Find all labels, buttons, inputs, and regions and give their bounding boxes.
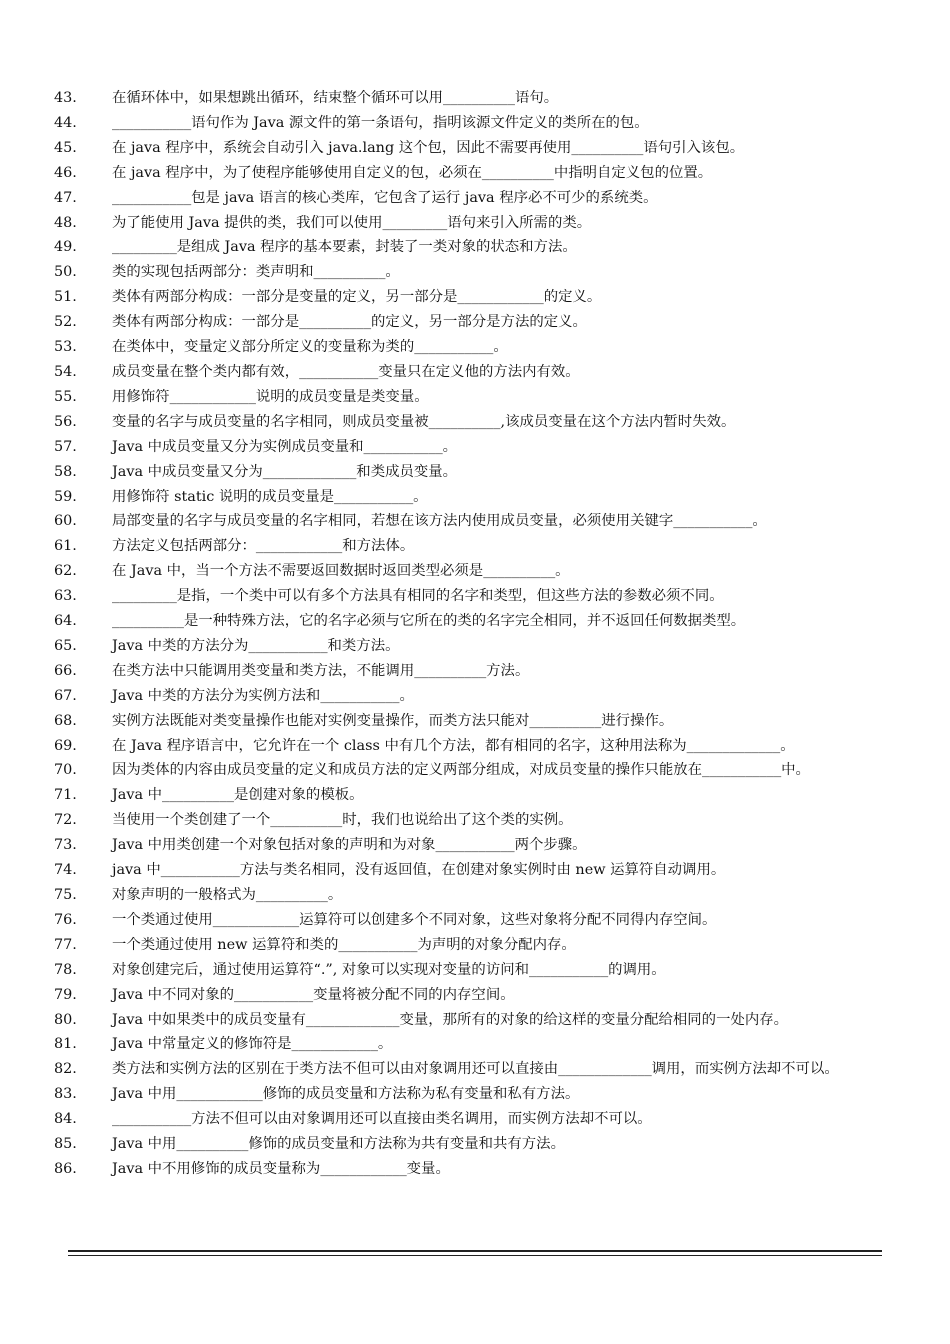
question-text: 用修饰符 static 说明的成员变量是___________。 bbox=[112, 488, 428, 505]
question-item bbox=[54, 783, 904, 808]
question-item bbox=[54, 1132, 904, 1157]
question-item bbox=[54, 559, 904, 584]
question-text: 在 java 程序中，系统会自动引入 java.lang 这个包，因此不需要再使用__________语句引入该包。 bbox=[112, 139, 745, 156]
question-item bbox=[54, 734, 904, 759]
question-number: 74. bbox=[54, 862, 77, 879]
question-item bbox=[54, 186, 904, 211]
question-text: ___________方法不但可以由对象调用还可以直接由类名调用，而实例方法却不可以。 bbox=[112, 1111, 652, 1128]
question-number: 62. bbox=[54, 563, 77, 580]
question-number: 77. bbox=[54, 936, 77, 953]
question-number: 78. bbox=[54, 961, 77, 978]
question-number: 84. bbox=[54, 1111, 77, 1128]
question-text: 一个类通过使用 new 运算符和类的___________为声明的对象分配内存。 bbox=[112, 936, 576, 953]
question-text: 在 java 程序中，为了使程序能够使用自定义的包，必须在__________中指明自定义包的位置。 bbox=[112, 164, 713, 181]
question-number: 64. bbox=[54, 613, 77, 630]
question-item bbox=[54, 360, 904, 385]
question-number: 61. bbox=[54, 538, 77, 555]
question-number: 63. bbox=[54, 588, 77, 605]
question-number: 85. bbox=[54, 1136, 77, 1153]
question-text: java 中___________方法与类名相同，没有返回值，在创建对象实例时由 new 运算符自动调用。 bbox=[112, 862, 726, 879]
question-text: Java 中不同对象的___________变量将被分配不同的内存空间。 bbox=[112, 986, 515, 1003]
question-item bbox=[54, 1157, 904, 1182]
question-list bbox=[54, 86, 904, 1182]
question-item bbox=[54, 260, 904, 285]
question-text: 在循环体中，如果想跳出循环，结束整个循环可以用__________语句。 bbox=[112, 90, 559, 106]
question-number: 80. bbox=[54, 1011, 77, 1028]
question-text: Java 中__________是创建对象的模板。 bbox=[112, 787, 364, 804]
question-text: 方法定义包括两部分：____________和方法体。 bbox=[112, 538, 415, 555]
question-number: 72. bbox=[54, 812, 77, 829]
question-number: 66. bbox=[54, 662, 77, 679]
question-number: 54. bbox=[54, 363, 77, 380]
question-number: 69. bbox=[54, 737, 77, 754]
question-text: Java 中不用修饰的成员变量称为____________变量。 bbox=[112, 1160, 450, 1177]
question-item bbox=[54, 609, 904, 634]
question-number: 59. bbox=[54, 488, 77, 505]
question-number: 79. bbox=[54, 986, 77, 1003]
question-item bbox=[54, 534, 904, 559]
question-text: Java 中成员变量又分为实例成员变量和___________。 bbox=[112, 438, 458, 455]
question-item bbox=[54, 161, 904, 186]
question-item bbox=[54, 410, 904, 435]
question-text: 对象创建完后，通过使用运算符“.”, 对象可以实现对变量的访问和___________的调用。 bbox=[112, 961, 666, 978]
footer-rule-thick bbox=[68, 1250, 882, 1252]
question-text: 局部变量的名字与成员变量的名字相同，若想在该方法内使用成员变量，必须使用关键字___________。 bbox=[112, 513, 767, 530]
question-item bbox=[54, 136, 904, 161]
question-item bbox=[54, 1107, 904, 1132]
question-text: ___________包是 java 语言的核心类库，它包含了运行 java 程序必不可少的系统类。 bbox=[112, 189, 658, 206]
question-text: 在类体中，变量定义部分所定义的变量称为类的___________。 bbox=[112, 339, 508, 356]
question-text: Java 中用类创建一个对象包括对象的声明和为对象___________两个步骤。 bbox=[112, 837, 587, 854]
question-text: 因为类体的内容由成员变量的定义和成员方法的定义两部分组成，对成员变量的操作只能放在___________中。 bbox=[112, 762, 810, 779]
question-text: 一个类通过使用____________运算符可以创建多个不同对象，这些对象将分配不同得内存空间。 bbox=[112, 911, 717, 928]
question-text: 变量的名字与成员变量的名字相同，则成员变量被__________,该成员变量在这个方法内暂时失效。 bbox=[112, 413, 736, 430]
question-item bbox=[54, 1008, 904, 1033]
question-number: 48. bbox=[54, 214, 77, 231]
question-item bbox=[54, 1082, 904, 1107]
question-number: 56. bbox=[54, 413, 77, 430]
question-item bbox=[54, 833, 904, 858]
question-item bbox=[54, 310, 904, 335]
question-number: 45. bbox=[54, 139, 77, 156]
question-text: Java 中如果类中的成员变量有_____________变量，那所有的对象的给这样的变量分配给相同的一处内存。 bbox=[112, 1011, 789, 1028]
question-item bbox=[54, 858, 904, 883]
question-text: 类的实现包括两部分：类声明和__________。 bbox=[112, 264, 400, 281]
question-item bbox=[54, 758, 904, 783]
question-text: Java 中用____________修饰的成员变量和方法称为私有变量和私有方法。 bbox=[112, 1086, 580, 1103]
question-item bbox=[54, 808, 904, 833]
question-text: Java 中类的方法分为___________和类方法。 bbox=[112, 637, 400, 654]
question-text: 类体有两部分构成：一部分是__________的定义，另一部分是方法的定义。 bbox=[112, 314, 587, 331]
question-number: 71. bbox=[54, 787, 77, 804]
footer-rule-thin bbox=[68, 1255, 882, 1256]
question-text: Java 中类的方法分为实例方法和___________。 bbox=[112, 687, 414, 704]
question-text: 类体有两部分构成：一部分是变量的定义，另一部分是____________的定义。 bbox=[112, 289, 602, 306]
question-item bbox=[54, 435, 904, 460]
question-text: 在 Java 中，当一个方法不需要返回数据时返回类型必须是__________。 bbox=[112, 563, 570, 580]
question-text: 为了能使用 Java 提供的类，我们可以使用_________语句来引入所需的类。 bbox=[112, 214, 592, 231]
question-number: 76. bbox=[54, 911, 77, 928]
question-text: _________是指，一个类中可以有多个方法具有相同的名字和类型，但这些方法的参数必须不同。 bbox=[112, 588, 724, 605]
question-text: 在 Java 程序语言中，它允许在一个 class 中有几个方法，都有相同的名字，这种用法称为_____________。 bbox=[112, 737, 795, 754]
question-item bbox=[54, 235, 904, 260]
question-item bbox=[54, 509, 904, 534]
question-item bbox=[54, 1057, 904, 1082]
question-text: 对象声明的一般格式为__________。 bbox=[112, 887, 343, 903]
question-number: 73. bbox=[54, 837, 77, 854]
question-number: 52. bbox=[54, 314, 77, 331]
question-item bbox=[54, 460, 904, 485]
question-number: 65. bbox=[54, 637, 77, 654]
question-text: Java 中成员变量又分为_____________和类成员变量。 bbox=[112, 463, 458, 480]
question-item bbox=[54, 709, 904, 734]
question-text: 在类方法中只能调用类变量和类方法，不能调用__________方法。 bbox=[112, 662, 530, 679]
question-text: 实例方法既能对类变量操作也能对实例变量操作，而类方法只能对__________进行操作。 bbox=[112, 712, 674, 729]
question-item bbox=[54, 335, 904, 360]
question-number: 47. bbox=[54, 189, 77, 206]
question-item bbox=[54, 86, 904, 111]
question-number: 86. bbox=[54, 1160, 77, 1177]
question-number: 51. bbox=[54, 289, 77, 306]
question-item bbox=[54, 883, 904, 908]
question-number: 53. bbox=[54, 339, 77, 356]
question-item bbox=[54, 111, 904, 136]
question-item bbox=[54, 211, 904, 236]
question-item bbox=[54, 634, 904, 659]
question-text: 用修饰符____________说明的成员变量是类变量。 bbox=[112, 388, 429, 405]
question-item bbox=[54, 908, 904, 933]
question-text: __________是一种特殊方法，它的名字必须与它所在的类的名字完全相同，并不返回任何数据类型。 bbox=[112, 613, 746, 630]
question-number: 49. bbox=[54, 239, 77, 256]
question-text: ___________语句作为 Java 源文件的第一条语句，指明该源文件定义的类所在的包。 bbox=[112, 114, 649, 131]
question-text: 类方法和实例方法的区别在于类方法不但可以由对象调用还可以直接由_____________调用，而实例方法却不可以。 bbox=[112, 1061, 839, 1078]
question-number: 60. bbox=[54, 513, 77, 530]
question-number: 50. bbox=[54, 264, 77, 281]
question-text: _________是组成 Java 程序的基本要素，封装了一类对象的状态和方法。 bbox=[112, 239, 577, 256]
question-number: 81. bbox=[54, 1036, 77, 1053]
question-number: 44. bbox=[54, 114, 77, 131]
question-number: 68. bbox=[54, 712, 77, 729]
question-item bbox=[54, 485, 904, 510]
question-text: 成员变量在整个类内都有效，___________变量只在定义他的方法内有效。 bbox=[112, 363, 580, 380]
question-number: 58. bbox=[54, 463, 77, 480]
question-item bbox=[54, 584, 904, 609]
question-item bbox=[54, 933, 904, 958]
question-item bbox=[54, 1032, 904, 1057]
question-number: 57. bbox=[54, 438, 77, 455]
question-number: 83. bbox=[54, 1086, 77, 1103]
question-text: 当使用一个类创建了一个__________时，我们也说给出了这个类的实例。 bbox=[112, 812, 573, 829]
question-item bbox=[54, 385, 904, 410]
question-number: 67. bbox=[54, 687, 77, 704]
question-item bbox=[54, 684, 904, 709]
question-number: 70. bbox=[54, 762, 77, 779]
question-item bbox=[54, 285, 904, 310]
question-text: Java 中常量定义的修饰符是____________。 bbox=[112, 1036, 393, 1053]
question-item bbox=[54, 983, 904, 1008]
question-number: 46. bbox=[54, 164, 77, 181]
question-number: 43. bbox=[54, 90, 77, 106]
question-item bbox=[54, 659, 904, 684]
question-text: Java 中用__________修饰的成员变量和方法称为共有变量和共有方法。 bbox=[112, 1136, 565, 1153]
question-item bbox=[54, 958, 904, 983]
question-number: 82. bbox=[54, 1061, 77, 1078]
question-number: 75. bbox=[54, 887, 77, 903]
question-number: 55. bbox=[54, 388, 77, 405]
